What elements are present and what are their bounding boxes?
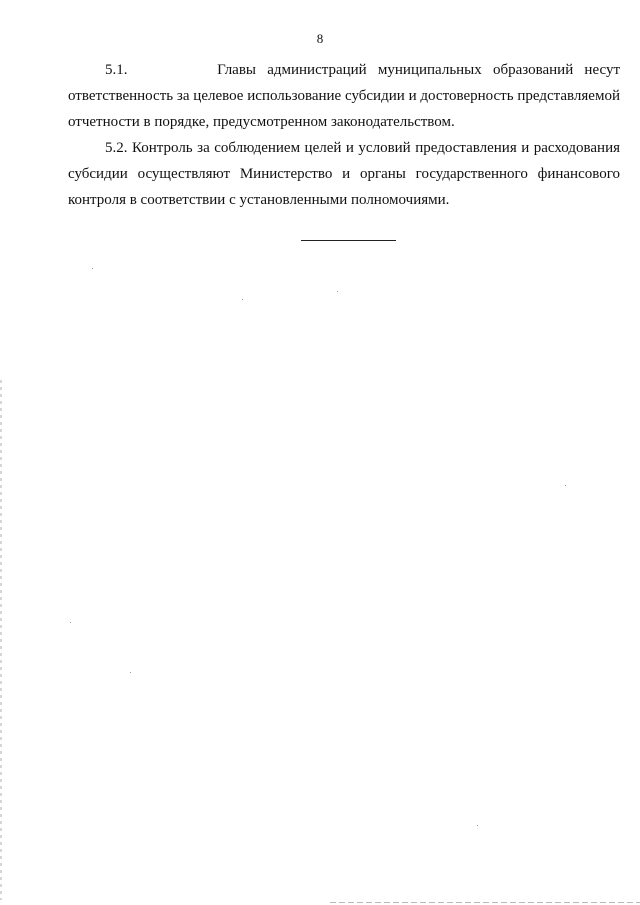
paragraph-number: 5.2. (105, 140, 128, 156)
scan-speck (130, 672, 131, 673)
page-number: 8 (316, 31, 324, 46)
scan-bottom-edge-artifact (330, 902, 640, 903)
scan-speck (242, 299, 243, 300)
paragraph-text: Главы администраций муниципальных образований несут ответственность за целевое использование субсидии и достоверность представляемой отчетности в порядке, предусмотренном законодательством. (68, 62, 621, 130)
paragraph-5-1 (68, 57, 620, 135)
paragraph-text: Контроль за соблюдением целей и условий предоставления и расходования субсидии осуществляют Министерство и органы государственного финансового контроля в соответствии с установленными полномочиями. (68, 140, 620, 208)
paragraph-5-2 (68, 135, 620, 213)
section-separator-line (301, 240, 396, 241)
paragraph-number: 5.1. (105, 62, 128, 78)
scan-speck (92, 268, 93, 269)
document-body (68, 57, 620, 213)
scan-speck (337, 291, 338, 292)
scan-left-edge-artifact (0, 380, 2, 900)
scan-speck (565, 485, 566, 486)
scan-speck (70, 622, 71, 623)
scan-speck (477, 825, 478, 826)
